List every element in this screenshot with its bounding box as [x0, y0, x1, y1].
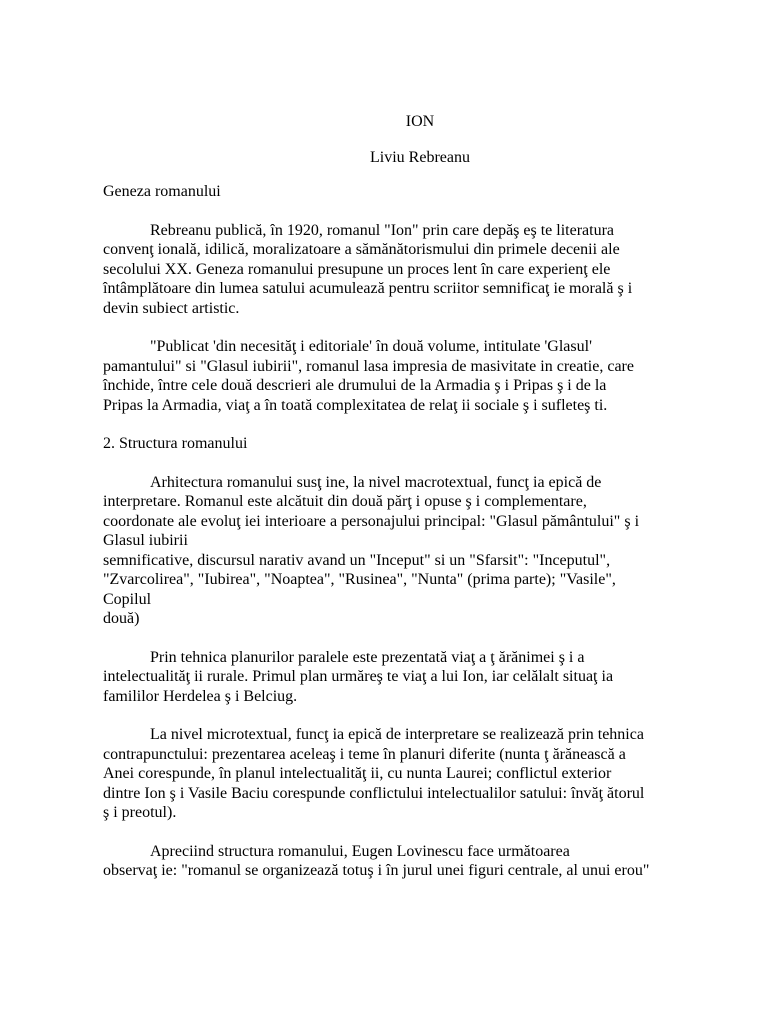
text-line: famililor Herdelea ş i Belciug.: [103, 687, 298, 705]
document-title: ION: [405, 113, 435, 130]
text-line: convenţ ională, idilică, moralizatoare a sămănătorismului din primele decenii ale: [103, 241, 620, 258]
section-heading-structure: 2. Structura romanului: [103, 435, 248, 452]
text-line: închide, între cele două descrieri ale drumului de la Armadia ş i Pripas ş i de la: [103, 377, 607, 394]
text-line: contrapunctului: prezentarea aceleaş i teme în planuri diferite (nunta ţ ărănească a: [103, 745, 626, 763]
text-line: ş i preotul).: [103, 804, 177, 821]
text-line: două): [103, 610, 140, 627]
text-line: Pripas la Armadia, viaţ a în toată complexitatea de relaţ ii sociale ş i sufleteş ti.: [103, 396, 608, 414]
paragraph-structure-4: [103, 842, 723, 881]
text-line: întâmplătoare din lumea satului acumulează pentru scriitor semnificaţ ie morală ş i: [103, 280, 633, 297]
paragraph-genesis-2: [103, 337, 723, 415]
text-line: dintre Ion ş i Vasile Baciu corespunde conflictului intelectualilor satului: învăţ ătorul: [103, 784, 645, 802]
text-line: Glasul iubirii: [103, 532, 188, 549]
text-line: Arhitectura romanului susţ ine, la nivel macrotextual, funcţ ia epică de: [150, 473, 602, 491]
text-line: "Zvarcolirea", "Iubirea", "Noaptea", "Rusinea", "Nunta" (prima parte); "Vasile",: [103, 571, 616, 588]
text-line: Apreciind structura romanului, Eugen Lovinescu face următoarea: [150, 842, 570, 860]
text-line: intelectualităţ ii rurale. Primul plan urmăreş te viaţ a lui Ion, iar celălalt situaţ ia: [103, 668, 614, 685]
text-line: coordonate ale evoluţ iei interioare a personajului principal: "Glasul pământului" ş i: [103, 512, 640, 530]
text-line: observaţ ie: "romanul se organizează totuş i în jurul unei figuri centrale, al unui erou": [103, 862, 650, 879]
document-page: [103, 112, 723, 900]
text-line: devin subiect artistic.: [103, 299, 240, 317]
text-line: Rebreanu publică, în 1920, romanul "Ion" prin care depăş eş te literatura: [150, 221, 615, 239]
text-line: Anei corespunde, în planul intelectualităţ ii, cu nunta Laurei; conflictul exterior: [103, 765, 612, 782]
text-line: La nivel microtextual, funcţ ia epică de interpretare se realizează prin tehnica: [150, 726, 644, 743]
text-line: semnificative, discursul narativ avand un "Inceput" si un "Sfarsit": "Inceputul",: [103, 551, 611, 569]
text-line: "Publicat 'din necesităţ i editoriale' în două volume, intitulate 'Glasul': [150, 338, 592, 355]
document-author: Liviu Rebreanu: [370, 148, 470, 166]
section-heading-genesis: Geneza romanului: [103, 183, 221, 200]
text-line: Prin tehnica planurilor paralele este prezentată viaţ a ţ ărănimei ş i a: [150, 648, 585, 666]
paragraph-structure-1: [103, 473, 723, 629]
paragraph-structure-2: [103, 648, 723, 707]
paragraph-genesis-1: [103, 221, 723, 319]
text-line: interpretare. Romanul este alcătuit din două părţ i opuse ş i complementare,: [103, 493, 587, 510]
paragraph-structure-3: [103, 725, 723, 823]
text-line: Copilul: [103, 590, 152, 608]
text-line: secolului XX. Geneza romanului presupune un proces lent în care experienţ ele: [103, 260, 611, 278]
text-line: pamantului" si "Glasul iubirii", romanul lasa impresia de masivitate in creatie, care: [103, 357, 634, 375]
